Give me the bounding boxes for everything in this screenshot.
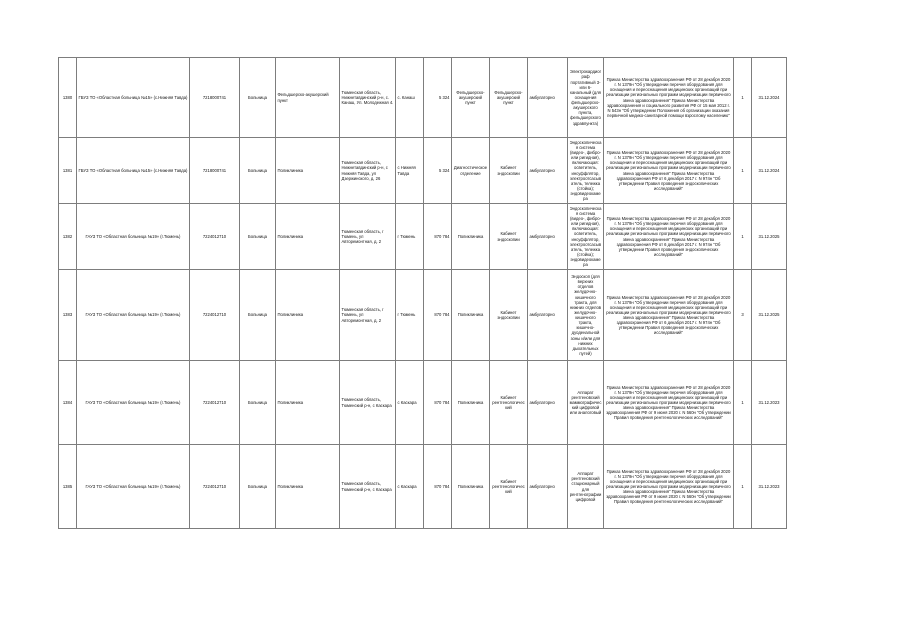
- room-name: Фельдшерско-акушерский пункт: [490, 58, 528, 138]
- locality-name: г Тюмень: [396, 204, 424, 270]
- legal-basis: Приказ Министерства здравоохранения РФ от 28 декабря 2020 г. N 1379н "Об утверждении перечня оборудования для оснащения и переоснащения медицинских организаций при реализации региональных программ модернизации первичного звена здравоохранения" Приказ Министерства здравоохранения РФ от 9 июня 2020 г. N 560н "Об утверждении Правил проведения рентгенологических исследований": [604, 445, 734, 529]
- legal-basis: Приказ Министерства здравоохранения РФ от 28 декабря 2020 г. N 1379н "Об утверждении перечня оборудования для оснащения и переоснащения медицинских организаций при реализации региональных программ модернизации первичного звена здравоохранения" Приказ Министерства здравоохранения РФ от 9 июня 2020 г. N 560н "Об утверждении Правил проведения рентгенологических исследований": [604, 361, 734, 445]
- row-number: 1380: [59, 58, 77, 138]
- equipment-name: Аппарат рентгеновский маммографический цифровой или аналоговый: [568, 361, 604, 445]
- subdivision-name: Фельдшерско-акушерский пункт: [276, 58, 340, 138]
- unit-code: 870 784: [424, 270, 452, 361]
- room-name: Кабинет эндоскопии: [490, 204, 528, 270]
- inn-code: 7224012710: [190, 445, 240, 529]
- row-number: 1384: [59, 361, 77, 445]
- department-name: Поликлиника: [452, 361, 490, 445]
- inn-code: 7218000741: [190, 138, 240, 204]
- care-form: амбулаторно: [528, 58, 568, 138]
- organization-name: ГБУЗ ТО «Областная больница №15» (с.Нижняя Тавда): [77, 58, 190, 138]
- inn-code: 7224012710: [190, 361, 240, 445]
- equipment-table: [58, 57, 787, 529]
- due-date: 31.12.2025: [752, 204, 787, 270]
- equipment-name: Электрокардиограф портативный 3- или 6-канальный (для оснащения фельдшерско-акушерского пункта, фельдшерского здравпункта): [568, 58, 604, 138]
- legal-basis: Приказ Министерства здравоохранения РФ от 28 декабря 2020 г. N 1379н "Об утверждении перечня оборудования для оснащения и переоснащения медицинских организаций при реализации региональных программ модернизации первичного звена здравоохранения" Приказ Министерства здравоохранения РФ от 6 декабря 2017 г. N 974н "Об утверждении Правил проведения эндоскопических исследований": [604, 138, 734, 204]
- row-number: 1382: [59, 204, 77, 270]
- subdivision-name: Поликлиника: [276, 270, 340, 361]
- legal-basis: Приказ Министерства здравоохранения РФ от 28 декабря 2020 г. N 1379н "Об утверждении перечня оборудования для оснащения и переоснащения медицинских организаций при реализации региональных программ модернизации первичного звена здравоохранения" Приказ Министерства здравоохранения РФ от 6 декабря 2017 г. N 974н "Об утверждении Правил проведения эндоскопических исследований": [604, 270, 734, 361]
- department-name: Поликлиника: [452, 445, 490, 529]
- inn-code: 7218000741: [190, 58, 240, 138]
- address-text: Тюменская область, Тюменский р-н, с Каскара: [340, 445, 396, 529]
- organization-name: ГАУЗ ТО «Областная больница №19» (г.Тюмень): [77, 361, 190, 445]
- table-row: [59, 270, 787, 361]
- address-text: Тюменская область, Тюменский р-н, с Каскара: [340, 361, 396, 445]
- care-form: амбулаторно: [528, 138, 568, 204]
- address-text: Тюменская область, г Тюмень, ул Авторемонтная, д. 2: [340, 270, 396, 361]
- quantity-value: 1: [734, 204, 752, 270]
- unit-code: 870 784: [424, 204, 452, 270]
- table-row: [59, 58, 787, 138]
- unit-code: 870 784: [424, 445, 452, 529]
- locality-name: с. Канаш: [396, 58, 424, 138]
- table-row: [59, 361, 787, 445]
- quantity-value: 1: [734, 138, 752, 204]
- due-date: 31.12.2025: [752, 270, 787, 361]
- room-name: Кабинет эндоскопии: [490, 138, 528, 204]
- institution-type: Больница: [240, 445, 276, 529]
- address-text: Тюменская область, г Тюмень, ул Авторемонтная, д. 2: [340, 204, 396, 270]
- care-form: амбулаторно: [528, 270, 568, 361]
- locality-name: с Каскара: [396, 361, 424, 445]
- room-name: Кабинет рентгенологический: [490, 445, 528, 529]
- address-text: Тюменская область, Нижнетавдинский р-н, с Нижняя Тавда, ул Дзержинского, д. 26: [340, 138, 396, 204]
- quantity-value: 1: [734, 361, 752, 445]
- organization-name: ГАУЗ ТО «Областная больница №19» (г.Тюмень): [77, 445, 190, 529]
- table-row: [59, 204, 787, 270]
- institution-type: Больница: [240, 138, 276, 204]
- institution-type: Больница: [240, 361, 276, 445]
- inn-code: 7224012710: [190, 270, 240, 361]
- unit-code: 870 784: [424, 361, 452, 445]
- due-date: 31.12.2023: [752, 361, 787, 445]
- department-name: Фельдшерско-акушерский пункт: [452, 58, 490, 138]
- locality-name: г Тюмень: [396, 270, 424, 361]
- unit-code: 5 324: [424, 58, 452, 138]
- equipment-name: Эндоскоп (для верхних отделов желудочно-кишечного тракта, для нижних отделов желудочно-кишечного тракта, кишечно-дуоденальной зоны и/или для нижних дыхательных путей): [568, 270, 604, 361]
- equipment-name: Эндоскопическая система (видео-, фибро- или ригидная), включающая: осветитель, инсуффлятор, электроотсасыватель, тележка (стойка); эндовидеокамера: [568, 138, 604, 204]
- department-name: Поликлиника: [452, 204, 490, 270]
- subdivision-name: Поликлиника: [276, 361, 340, 445]
- department-name: Диагностическое отделение: [452, 138, 490, 204]
- room-name: Кабинет эндоскопии: [490, 270, 528, 361]
- legal-basis: Приказ Министерства здравоохранения РФ от 28 декабря 2020 г. N 1379н "Об утверждении перечня оборудования для оснащения и переоснащения медицинских организаций при реализации региональных программ модернизации первичного звена здравоохранения" Приказ Министерства здравоохранения и социального развития РФ от 15 мая 2012 г. N 543н "Об утверждении Положения об организации оказания первичной медико-санитарной помощи взрослому населению": [604, 58, 734, 138]
- address-text: Тюменская область, Нижнетавдинский р-н, с. Канаш, Ул. Молодежная 4.: [340, 58, 396, 138]
- due-date: 31.12.2024: [752, 138, 787, 204]
- unit-code: 5 324: [424, 138, 452, 204]
- room-name: Кабинет рентгенологический: [490, 361, 528, 445]
- quantity-value: 1: [734, 58, 752, 138]
- institution-type: Больница: [240, 58, 276, 138]
- care-form: амбулаторно: [528, 204, 568, 270]
- subdivision-name: Поликлиника: [276, 445, 340, 529]
- care-form: амбулаторно: [528, 361, 568, 445]
- row-number: 1383: [59, 270, 77, 361]
- organization-name: ГБУЗ ТО «Областная больница №15» (с.Нижняя Тавда): [77, 138, 190, 204]
- equipment-name: Аппарат рентгеновский стационарный для рентгенографии цифровой: [568, 445, 604, 529]
- locality-name: с Каскара: [396, 445, 424, 529]
- inn-code: 7224012710: [190, 204, 240, 270]
- organization-name: ГАУЗ ТО «Областная больница №19» (г.Тюмень): [77, 270, 190, 361]
- organization-name: ГАУЗ ТО «Областная больница №19» (г.Тюмень): [77, 204, 190, 270]
- care-form: амбулаторно: [528, 445, 568, 529]
- quantity-value: 1: [734, 445, 752, 529]
- table-row: [59, 445, 787, 529]
- row-number: 1381: [59, 138, 77, 204]
- due-date: 31.12.2023: [752, 445, 787, 529]
- institution-type: Больница: [240, 270, 276, 361]
- table-row: [59, 138, 787, 204]
- table-body: [59, 58, 787, 529]
- legal-basis: Приказ Министерства здравоохранения РФ от 28 декабря 2020 г. N 1379н "Об утверждении перечня оборудования для оснащения и переоснащения медицинских организаций при реализации региональных программ модернизации первичного звена здравоохранения" Приказ Министерства здравоохранения РФ от 6 декабря 2017 г. N 974н "Об утверждении Правил проведения эндоскопических исследований": [604, 204, 734, 270]
- quantity-value: 3: [734, 270, 752, 361]
- institution-type: Больница: [240, 204, 276, 270]
- department-name: Поликлиника: [452, 270, 490, 361]
- row-number: 1385: [59, 445, 77, 529]
- subdivision-name: Поликлиника: [276, 204, 340, 270]
- equipment-name: Эндоскопическая система (видео-, фибро- или ригидная), включающая: осветитель, инсуффлятор, электроотсасыватель, тележка (стойка); эндовидеокамера: [568, 204, 604, 270]
- subdivision-name: Поликлиника: [276, 138, 340, 204]
- due-date: 31.12.2024: [752, 58, 787, 138]
- locality-name: с Нижняя Тавда: [396, 138, 424, 204]
